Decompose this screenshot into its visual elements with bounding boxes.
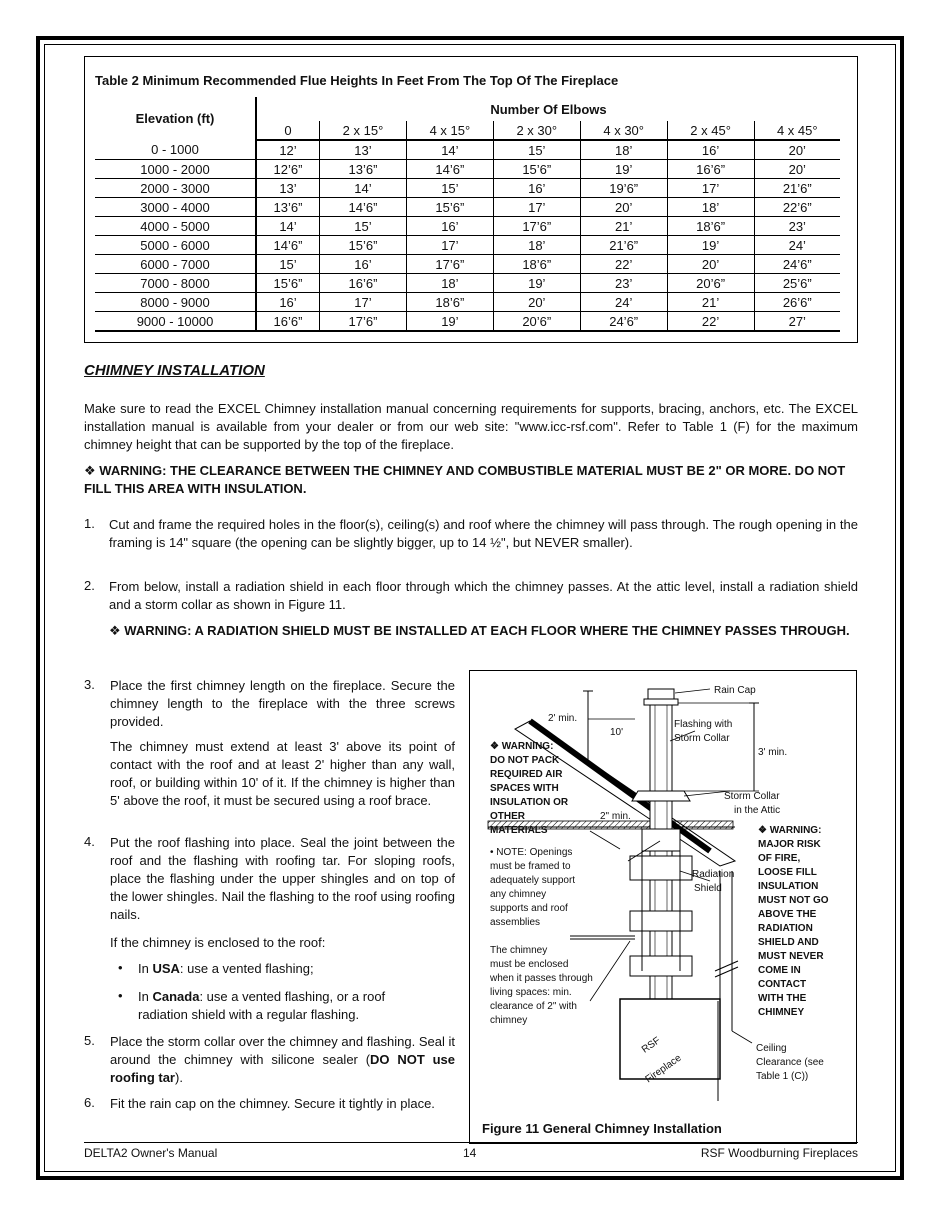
label-warn-b14: CHIMNEY [758, 1007, 805, 1018]
label-enclosed-5: clearance of 2" with [490, 1001, 577, 1012]
flue-height-cell: 20’ [493, 293, 580, 312]
flue-height-cell: 16’ [256, 293, 320, 312]
label-3-min: 3' min. [758, 747, 788, 758]
label-flashing-2: Storm Collar [674, 733, 730, 744]
label-warn-a2: DO NOT PACK [490, 755, 560, 766]
step-number-2: 2. [84, 578, 95, 593]
figure-11 [469, 670, 857, 1144]
label-note-2: must be framed to [490, 861, 571, 872]
flue-height-cell: 17’ [493, 198, 580, 217]
flue-height-cell: 18’ [406, 274, 493, 293]
flue-height-cell: 16’6” [320, 274, 407, 293]
table-title: Table 2 Minimum Recommended Flue Heights In Feet From The Top Of The Fireplace [95, 73, 619, 88]
warning-radiation-shield: ❖ WARNING: A RADIATION SHIELD MUST BE INSTALLED AT EACH FLOOR WHERE THE CHIMNEY PASSES THROUGH. [109, 623, 850, 638]
elevation-cell: 2000 - 3000 [95, 179, 256, 198]
step-number-1: 1. [84, 516, 95, 531]
step-6-text: Fit the rain cap on the chimney. Secure it tightly in place. [110, 1096, 435, 1111]
elbow-column-header: 2 x 45° [667, 121, 754, 140]
label-warn-b11: COME IN [758, 965, 801, 976]
figure-caption: Figure 11 General Chimney Installation [482, 1121, 722, 1136]
flue-height-cell: 13’6” [320, 160, 407, 179]
table-row [95, 274, 840, 293]
flue-height-table-box [84, 56, 858, 343]
flue-height-cell: 18’6” [667, 217, 754, 236]
flue-height-cell: 22’ [580, 255, 667, 274]
flue-height-cell: 15’ [256, 255, 320, 274]
step-number-5: 5. [84, 1033, 95, 1048]
flue-height-cell: 17’6” [320, 312, 407, 332]
label-enclosed-4: living spaces: min. [490, 987, 572, 998]
flue-height-cell: 20’ [754, 160, 840, 179]
flue-height-cell: 22’ [667, 312, 754, 332]
label-rain-cap: Rain Cap [714, 685, 756, 696]
bullet-usa: In USA: use a vented flashing; [138, 961, 314, 976]
label-warn-b9: SHIELD AND [758, 937, 819, 948]
label-fireplace: Fireplace [643, 1052, 684, 1086]
elevation-cell: 1000 - 2000 [95, 160, 256, 179]
footer-left: DELTA2 Owner's Manual [84, 1146, 218, 1160]
section-heading: CHIMNEY INSTALLATION [84, 362, 265, 379]
step-1-text: Cut and frame the required holes in the floor(s), ceiling(s) and roof where the chimney will pass through. The rough opening in the framing is 14" square (the opening can be slightly bigger, up to 14 ½", but NEVER smaller). [109, 517, 858, 550]
flue-height-cell: 25’6” [754, 274, 840, 293]
footer-rule [84, 1142, 858, 1143]
flue-height-cell: 14’ [406, 140, 493, 160]
flue-height-cell: 16’6” [256, 312, 320, 332]
flue-height-cell: 16’ [667, 140, 754, 160]
flue-height-cell: 15’6” [256, 274, 320, 293]
page-number: 14 [463, 1146, 477, 1160]
step-5-text: Place the storm collar over the chimney and flashing. Seal it around the chimney with silicone sealer (DO NOT use roofing tar). [110, 1034, 455, 1085]
label-warn-a1: ❖ WARNING: [490, 741, 554, 752]
flue-height-cell: 15’ [320, 217, 407, 236]
label-note-3: adequately support [490, 875, 576, 886]
flue-height-cell: 21’ [580, 217, 667, 236]
flue-height-cell: 17’6” [493, 217, 580, 236]
table-row [95, 140, 840, 160]
flue-height-cell: 16’ [406, 217, 493, 236]
flue-height-cell: 14’6” [256, 236, 320, 255]
flue-height-cell: 16’ [493, 179, 580, 198]
step-number-3: 3. [84, 677, 95, 692]
label-rsf: RSF [639, 1035, 663, 1056]
flue-height-cell: 13’ [320, 140, 407, 160]
flue-height-cell: 19’ [493, 274, 580, 293]
flue-height-cell: 18’ [667, 198, 754, 217]
label-enclosed-3: when it passes through [490, 973, 593, 984]
flue-height-cell: 15’6” [493, 160, 580, 179]
flue-height-cell: 20’ [580, 198, 667, 217]
step-3-text: Place the first chimney length on the fireplace. Secure the chimney length to the fireplace with the three screws provided. [110, 678, 455, 729]
elevation-cell: 5000 - 6000 [95, 236, 256, 255]
label-2-min: 2' min. [548, 713, 578, 724]
flue-height-cell: 15’ [406, 179, 493, 198]
flue-height-cell: 19’ [580, 160, 667, 179]
warning-clearance: ❖ WARNING: THE CLEARANCE BETWEEN THE CHIMNEY AND COMBUSTIBLE MATERIAL MUST BE 2" OR MORE. DO NOT FILL THIS AREA WITH INSULATION. [84, 463, 846, 496]
elbow-column-header: 0 [256, 121, 320, 140]
flue-height-cell: 15’6” [320, 236, 407, 255]
flue-height-cell: 23’ [580, 274, 667, 293]
label-warn-a3: REQUIRED AIR [490, 769, 563, 780]
label-enclosed-6: chimney [490, 1015, 528, 1026]
flue-height-cell: 19’ [406, 312, 493, 332]
elbow-column-header: 4 x 30° [580, 121, 667, 140]
elevation-cell: 3000 - 4000 [95, 198, 256, 217]
flue-height-cell: 22’6” [754, 198, 840, 217]
label-warn-b6: MUST NOT GO [758, 895, 829, 906]
label-enclosed-1: The chimney [490, 945, 548, 956]
flue-height-cell: 13’6” [256, 198, 320, 217]
elevation-header: Elevation (ft) [95, 97, 256, 140]
elevation-cell: 4000 - 5000 [95, 217, 256, 236]
flue-height-cell: 24’ [580, 293, 667, 312]
label-storm-1: Storm Collar [724, 791, 780, 802]
label-warn-b3: OF FIRE, [758, 853, 801, 864]
label-warn-a6: OTHER [490, 811, 525, 822]
intro-paragraph: Make sure to read the EXCEL Chimney installation manual concerning requirements for supports, bracing, anchors, etc. The EXCEL installation manual is available from your dealer or from our web site: "www.icc-rsf.com". Refer to Table 1 (F) for the maximum chimney height that can be supported by the top of the fireplace. [84, 401, 858, 452]
elevation-cell: 8000 - 9000 [95, 293, 256, 312]
flue-height-cell: 20’ [754, 140, 840, 160]
label-radiation-2: Shield [694, 883, 722, 894]
elbow-column-header: 4 x 45° [754, 121, 840, 140]
step-2-text: From below, install a radiation shield in each floor through which the chimney passes. At the attic level, install a radiation shield and a storm collar as shown in Figure 11. [109, 579, 858, 612]
flue-height-cell: 12’ [256, 140, 320, 160]
flue-height-cell: 17’6” [406, 255, 493, 274]
table-row [95, 198, 840, 217]
flue-height-cell: 21’6” [754, 179, 840, 198]
flue-height-cell: 16’ [320, 255, 407, 274]
flue-height-cell: 24’ [754, 236, 840, 255]
step-4-text: Put the roof flashing into place. Seal the joint between the roof and the flashing with roofing tar. For sloping roofs, place the flashing under the upper shingles and on top of the lower shingles. Nail the flashing to the roof using roofing nails. [110, 835, 455, 922]
table-row [95, 179, 840, 198]
elevation-cell: 7000 - 8000 [95, 274, 256, 293]
flue-height-cell: 27’ [754, 312, 840, 332]
flue-height-cell: 14’6” [320, 198, 407, 217]
bullet-dot-canada: • [118, 988, 123, 1003]
flue-height-cell: 21’6” [580, 236, 667, 255]
flue-height-cell: 26’6” [754, 293, 840, 312]
label-warn-b4: LOOSE FILL [758, 867, 817, 878]
elevation-cell: 9000 - 10000 [95, 312, 256, 332]
flue-height-cell: 18’ [580, 140, 667, 160]
flue-height-cell: 18’ [493, 236, 580, 255]
elevation-cell: 0 - 1000 [95, 140, 256, 160]
elbow-column-header: 2 x 15° [320, 121, 407, 140]
flue-height-cell: 17’ [406, 236, 493, 255]
flue-height-cell: 18’6” [406, 293, 493, 312]
label-warn-b1: ❖ WARNING: [758, 825, 822, 836]
table-row [95, 160, 840, 179]
flue-height-cell: 24’6” [754, 255, 840, 274]
footer-right: RSF Woodburning Fireplaces [700, 1146, 858, 1160]
chimney-diagram [470, 671, 858, 1145]
step-3-requirements: The chimney must extend at least 3' above its point of contact with the roof and at least 2' higher than any wall, roof, or building within 10' of it. If the chimney is higher than 5' above the roof, it must be secured using a roof brace. [110, 739, 455, 808]
flue-height-cell: 21’ [667, 293, 754, 312]
label-warn-b10: MUST NEVER [758, 951, 824, 962]
flue-height-cell: 12’6” [256, 160, 320, 179]
label-warn-b13: WITH THE [758, 993, 807, 1004]
elbow-column-header: 4 x 15° [406, 121, 493, 140]
label-warn-b7: ABOVE THE [758, 909, 817, 920]
step-4-enclosed: If the chimney is enclosed to the roof: [110, 935, 326, 950]
label-warn-b12: CONTACT [758, 979, 807, 990]
flue-height-cell: 14’6” [406, 160, 493, 179]
bullet-dot-usa: • [118, 960, 123, 975]
label-note-1: • NOTE: Openings [490, 847, 573, 858]
elbows-header: Number Of Elbows [490, 101, 607, 117]
table-row [95, 293, 840, 312]
table-row [95, 217, 840, 236]
flue-height-cell: 17’ [320, 293, 407, 312]
flue-height-cell: 14’ [256, 217, 320, 236]
label-warn-a5: INSULATION OR [490, 797, 569, 808]
flue-height-cell: 23’ [754, 217, 840, 236]
flue-height-cell: 19’ [667, 236, 754, 255]
label-flashing-1: Flashing with [674, 719, 733, 730]
flue-height-cell: 19’6” [580, 179, 667, 198]
label-note-5: supports and roof [490, 903, 568, 914]
label-note-4: any chimney [490, 889, 547, 900]
bullet-canada: In Canada: use a vented flashing, or a roof radiation shield with a regular flashing. [138, 989, 386, 1022]
label-storm-2: in the Attic [734, 805, 781, 816]
label-warn-a7: MATERIALS [490, 825, 548, 836]
flue-height-cell: 20’ [667, 255, 754, 274]
label-note-6: assemblies [490, 917, 541, 928]
flue-height-cell: 24’6” [580, 312, 667, 332]
flue-height-cell: 13’ [256, 179, 320, 198]
flue-height-cell: 14’ [320, 179, 407, 198]
flue-height-cell: 15’6” [406, 198, 493, 217]
step-number-4: 4. [84, 834, 95, 849]
label-ceiling-2: Clearance (see [756, 1057, 824, 1068]
label-warn-a4: SPACES WITH [490, 783, 559, 794]
label-radiation-1: Radiation [692, 869, 735, 880]
table-row [95, 236, 840, 255]
label-warn-b2: MAJOR RISK [758, 839, 821, 850]
label-warn-b5: INSULATION [758, 881, 819, 892]
flue-height-cell: 17’ [667, 179, 754, 198]
label-enclosed-2: must be enclosed [490, 959, 569, 970]
step-number-6: 6. [84, 1095, 95, 1110]
label-ceiling-1: Ceiling [756, 1043, 787, 1054]
elevation-cell: 6000 - 7000 [95, 255, 256, 274]
table-row [95, 255, 840, 274]
table-row [95, 312, 840, 332]
label-2in-min: 2" min. [600, 811, 631, 822]
flue-height-table [95, 97, 840, 332]
label-10-ft: 10' [610, 727, 624, 738]
flue-height-cell: 16’6” [667, 160, 754, 179]
flue-height-cell: 20’6” [667, 274, 754, 293]
elbow-column-header: 2 x 30° [493, 121, 580, 140]
label-ceiling-3: Table 1 (C)) [756, 1071, 809, 1082]
flue-height-cell: 20’6” [493, 312, 580, 332]
flue-height-cell: 15’ [493, 140, 580, 160]
label-warn-b8: RADIATION [758, 923, 813, 934]
flue-height-cell: 18’6” [493, 255, 580, 274]
